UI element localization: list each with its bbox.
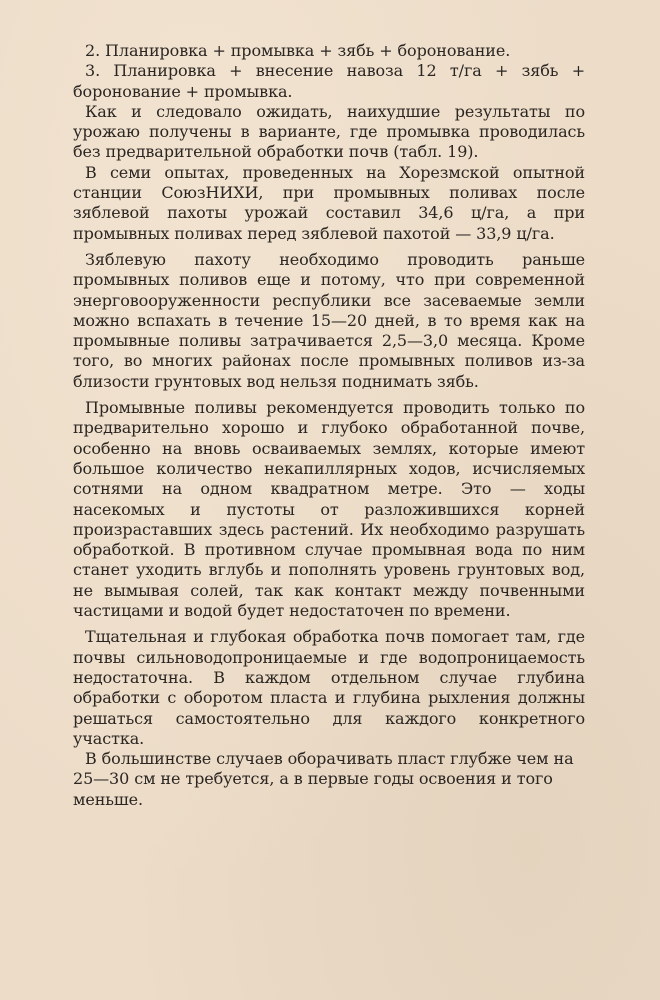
paragraph-leaching: Промывные поливы рекомендуется проводить только по предварительно хорошо и глубоко обработанной почве, особенно на вновь осваиваемых землях, которые имеют большое количество некапиллярных ходов, исчисляемых сотнями на одном квадратном метре. Это — ходы насекомых и пустоты от разложившихся корней произраставших здесь растений. Их необходимо разрушать обработкой. В противном случае промывная вода по ним станет уходить вглубь и пополнять уровень грунтовых вод, не вымывая солей, так как контакт между почвенными частицами и водой будет недостаточен по времени. [73, 398, 585, 621]
list-item-2: 2. Планировка + промывка + зябь + боронование. [85, 41, 511, 60]
page-text [73, 41, 585, 810]
list-item-3: 3. Планировка + внесение навоза 12 т/га + зябь + боронование + промывка. [73, 61, 585, 101]
paragraph-results: Как и следовало ожидать, наихудшие результаты по урожаю получены в варианте, где промывка проводилась без предварительной обработки почв (табл. 19). [73, 101, 585, 162]
paragraph-autumn-plowing: Зяблевую пахоту необходимо проводить раньше промывных поливов еще и потому, что при современной энерговооруженности республики все засеваемые земли можно вспахать в течение 15—20 дней, в то время как на промывные поливы затрачивается 2,5—3,0 месяца. Кроме того, во многих районах после промывных поливов из-за близости грунтовых вод нельзя поднимать зябь. [73, 249, 585, 391]
paragraph-experiments: В семи опытах, проведенных на Хорезмской опытной станции СоюзНИХИ, при промывных поливах после зяблевой пахоты урожай составил 34,6 ц/га, а при промывных поливах перед зяблевой пахотой — 33,9 ц/га. [73, 162, 585, 243]
paragraph-thorough-tillage: Тщательная и глубокая обработка почв помогает там, где почвы сильноводопроницаемые и где водопроницаемость недостаточна. В каждом отдельном случае глубина обработки с оборотом пласта и глубина рыхления должны решаться самостоятельно для каждого конкретного участка. [73, 627, 585, 748]
paragraph-plowing-depth: В большинстве случаев оборачивать пласт глубже чем на 25—30 см не требуется, а в первые годы освоения и того меньше. [73, 749, 574, 809]
